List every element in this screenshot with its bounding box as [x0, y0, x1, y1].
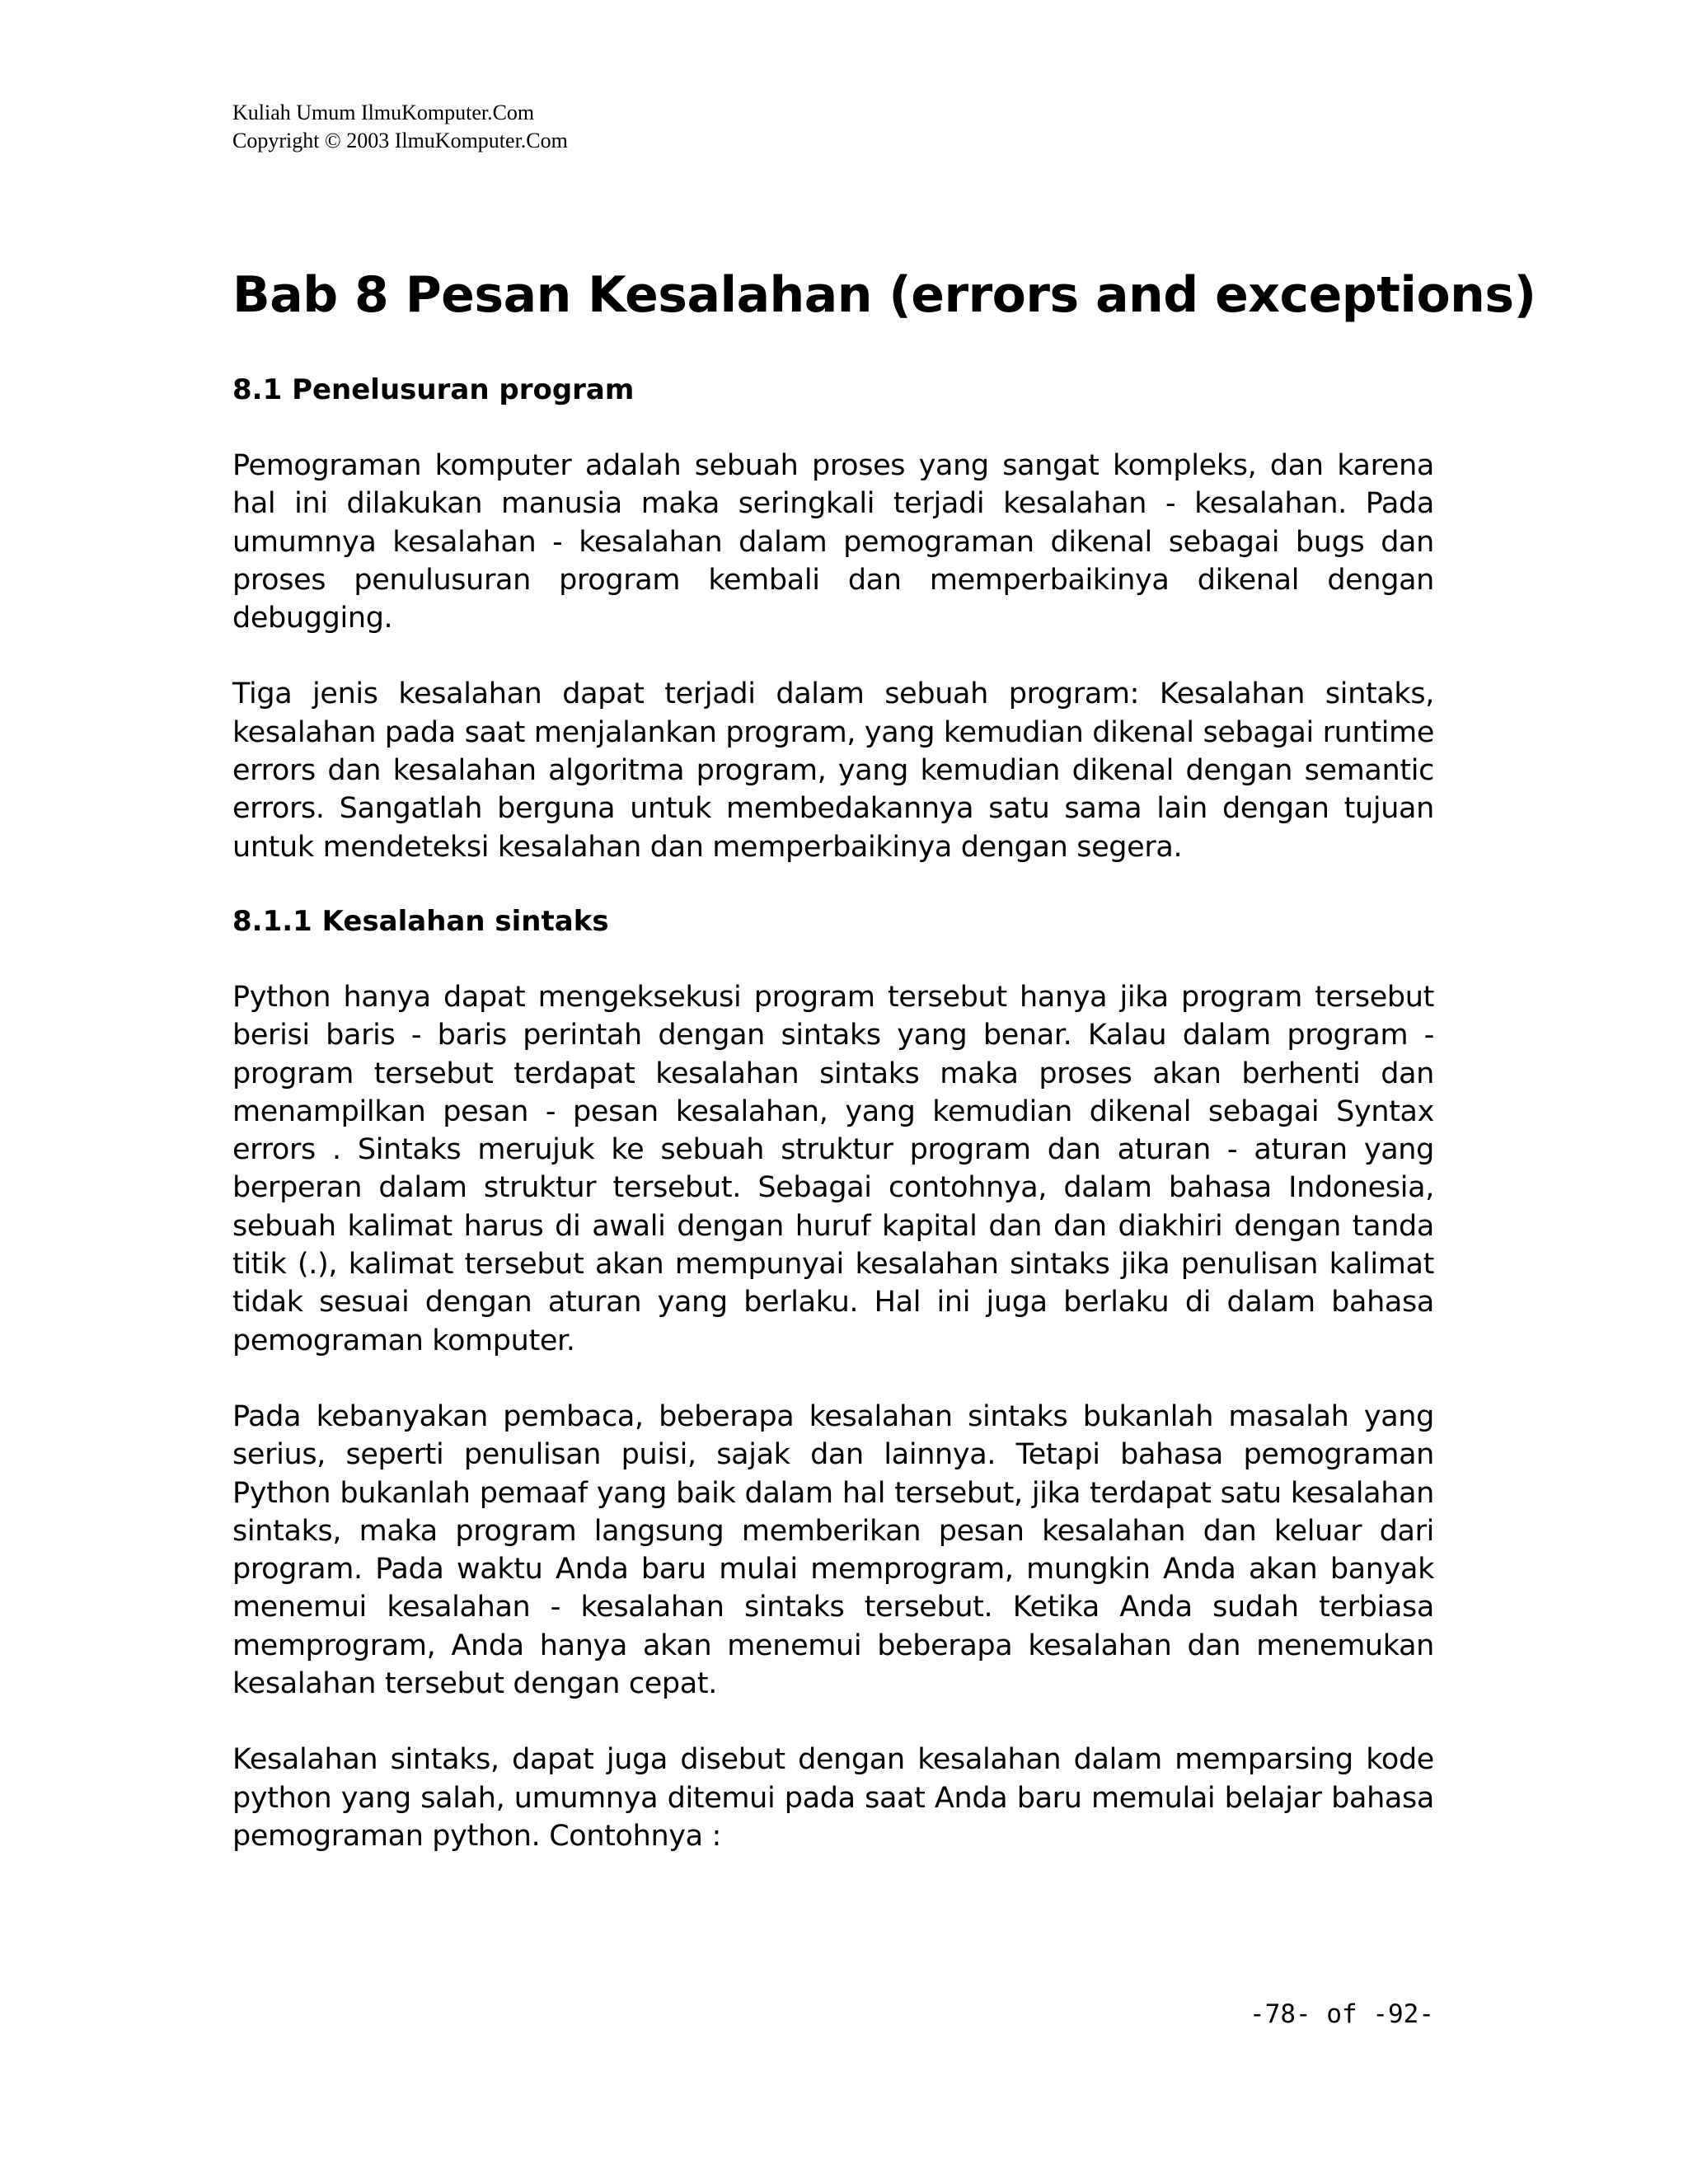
section-heading-8-1-1: 8.1.1 Kesalahan sintaks [232, 904, 609, 938]
section-heading-8-1: 8.1 Penelusuran program [232, 373, 635, 406]
paragraph-syntax-readers: Pada kebanyakan pembaca, beberapa kesalahan sintaks bukanlah masalah yang serius, seperti penulisan puisi, sajak dan lainnya. Tetapi bahasa pemograman Python bukanlah pemaaf yang baik dalam hal tersebut, jika terdapat satu kesalahan sintaks, maka program langsung memberikan pesan kesalahan dan keluar dari program. Pada waktu Anda baru mulai memprogram, mungkin Anda akan banyak menemui kesalahan - kesalahan sintaks tersebut. Ketika Anda sudah terbiasa memprogram, Anda hanya akan menemui beberapa kesalahan dan menemukan kesalahan tersebut dengan cepat. [232, 1399, 1434, 1701]
paragraph-parsing-example: Kesalahan sintaks, dapat juga disebut dengan kesalahan dalam memparsing kode python yang salah, umumnya ditemui pada saat Anda baru memulai belajar bahasa pemograman python. Contohnya : [232, 1743, 1434, 1853]
page-number: -78- of -92- [1250, 1999, 1434, 2029]
header-copyright-line: Copyright © 2003 IlmuKomputer.Com [232, 129, 568, 152]
paragraph-syntax-errors: Python hanya dapat mengeksekusi program tersebut hanya jika program tersebut berisi baris - baris perintah dengan sintaks yang benar. Kalau dalam program - program tersebut terdapat kesalahan sintaks maka proses akan berhenti dan menampilkan pesan - pesan kesalahan, yang kemudian dikenal sebagai Syntax errors . Sintaks merujuk ke sebuah struktur program dan aturan - aturan yang berperan dalam struktur tersebut. Sebagai contohnya, dalam bahasa Indonesia, sebuah kalimat harus di awali dengan huruf kapital dan dan diakhiri dengan tanda titik (.), kalimat tersebut akan mempunyai kesalahan sintaks jika penulisan kalimat tidak sesuai dengan aturan yang berlaku. Hal ini juga berlaku di dalam bahasa pemograman komputer. [232, 980, 1434, 1357]
chapter-title: Bab 8 Pesan Kesalahan (errors and exceptions) [232, 266, 1536, 324]
paragraph-error-types: Tiga jenis kesalahan dapat terjadi dalam sebuah program: Kesalahan sintaks, kesalahan pada saat menjalankan program, yang kemudian dikenal sebagai runtime errors dan kesalahan algoritma program, yang kemudian dikenal dengan semantic errors. Sangatlah berguna untuk membedakannya satu sama lain dengan tujuan untuk mendeteksi kesalahan dan memperbaikinya dengan segera. [232, 677, 1434, 864]
header-course-line: Kuliah Umum IlmuKomputer.Com [232, 101, 535, 124]
paragraph-debugging: Pemograman komputer adalah sebuah proses yang sangat kompleks, dan karena hal ini dilakukan manusia maka seringkali terjadi kesalahan - kesalahan. Pada umumnya kesalahan - kesalahan dalam pemograman dikenal sebagai bugs dan proses penulusuran program kembali dan memperbaikinya dikenal dengan debugging. [232, 449, 1434, 635]
document-body [232, 262, 1536, 1855]
page-header [232, 99, 568, 155]
